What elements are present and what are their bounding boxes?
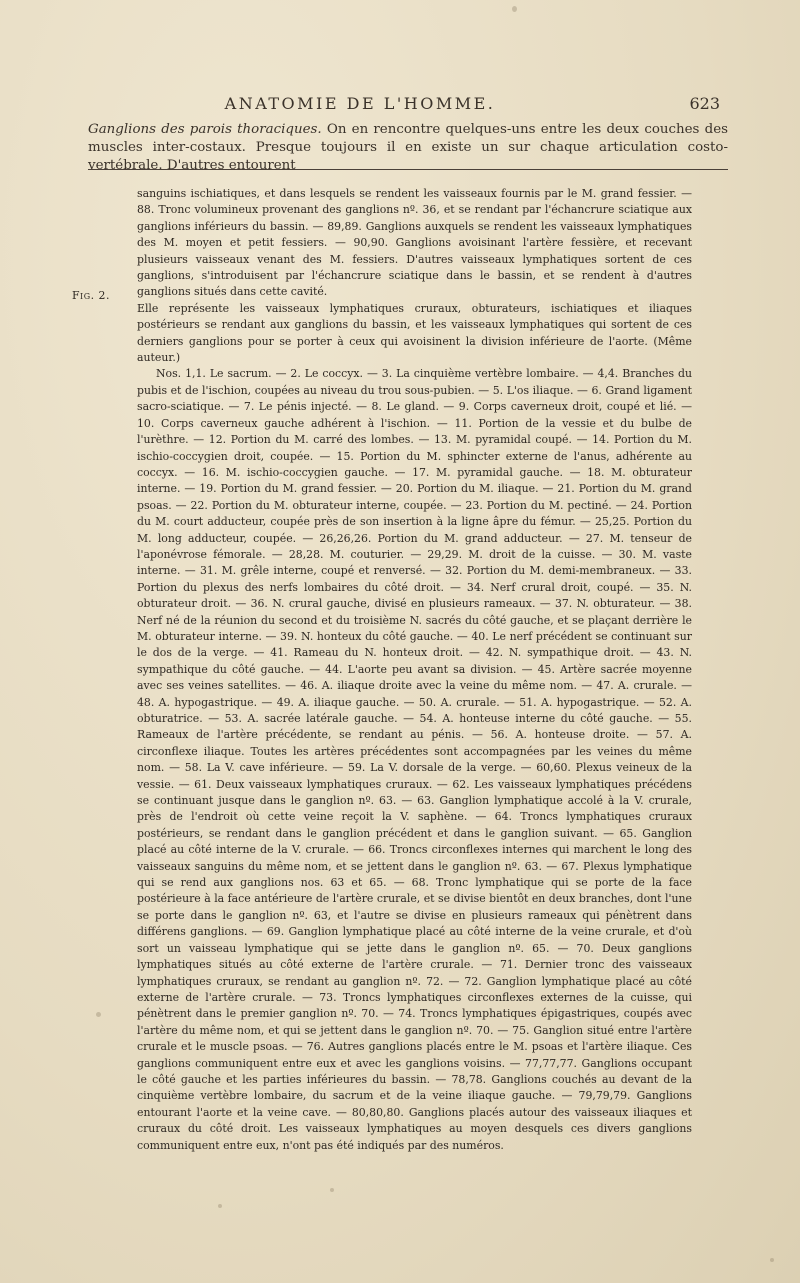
- paragraph-figure-description: Elle représente les vaisseaux lymphatiques cruraux, obturateurs, ischiatiques et iliaques postérieurs se rendant aux ganglions du bassin, et les vaisseaux lymphatiques qui sortent de ces derniers ganglions pour se porter à ceux qui avoisinent la division inférieure de l'aorte. (Même auteur.): [137, 301, 692, 365]
- running-head: [80, 94, 720, 116]
- separator-rule: [88, 169, 728, 170]
- paper-spot: [512, 6, 517, 12]
- page-number: 623: [689, 94, 720, 113]
- paper-spot: [218, 1204, 222, 1208]
- body-text: [137, 186, 692, 1154]
- page-title: ANATOMIE DE L'HOMME.: [224, 94, 496, 113]
- paper-spot: [770, 1258, 774, 1262]
- intro-italic-lead: Ganglions des parois thoraciques.: [88, 122, 322, 137]
- paragraph-legend: Nos. 1,1. Le sacrum. — 2. Le coccyx. — 3. La cinquième vertèbre lombaire. — 4,4. Branches du pubis et de l'ischion, coupées au niveau du trou sous-pubien. — 5. L'os iliaque. — 6. Grand ligament sacro-sciatique. — 7. Le pénis injecté. — 8. Le gland. — 9. Corps caverneux droit, coupé et lié. — 10. Corps caverneux gauche adhérent à l'ischion. — 11. Portion de la vessie et du bulbe de l'urèthre. — 12. Portion du M. carré des lombes. — 13. M. pyramidal coupé. — 14. Portion du M. ischio-coccygien droit, coupée. — 15. Portion du M. sphincter externe de l'anus, adhérente au coccyx. — 16. M. ischio-coccygien gauche. — 17. M. pyramidal gauche. — 18. M. obturateur interne. — 19. Portion du M. grand fessier. — 20. Portion du M. iliaque. — 21. Portion du M. grand psoas. — 22. Portion du M. obturateur interne, coupée. — 23. Portion du M. pectiné. — 24. Portion du M. court adducteur, coupée près de son insertion à la ligne âpre du fémur. — 25,25. Portion du M. long adducteur, coupée. — 26,26,26. Portion du M. grand adducteur. — 27. M. tenseur de l'aponévrose fémorale. — 28,28. M. couturier. — 29,29. M. droit de la cuisse. — 30. M. vaste interne. — 31. M. grêle interne, coupé et renversé. — 32. Portion du M. demi-membraneux. — 33. Portion du plexus des nerfs lombaires du côté droit. — 34. Nerf crural droit, coupé. — 35. N. obturateur droit. — 36. N. crural gauche, divisé en plusieurs rameaux. — 37. N. obturateur. — 38. Nerf né de la réunion du second et du troisième N. sacrés du côté gauche, et se plaçant derrière le M. obturateur interne. — 39. N. honteux du côté gauche. — 40. Le nerf précédent se continuant sur le dos de la verge. — 41. Rameau du N. honteux droit. — 42. N. sympathique droit. — 43. N. sympathique du côté gauche. — 44. L'aorte peu avant sa division. — 45. Artère sacrée moyenne avec ses veines satellites. — 46. A. iliaque droite avec la veine du même nom. — 47. A. crurale. — 48. A. hypogastrique. — 49. A. iliaque gauche. — 50. A. crurale. — 51. A. hypogastrique. — 52. A. obturatrice. — 53. A. sacrée latérale gauche. — 54. A. honteuse interne du côté gauche. — 55. Rameaux de l'artère précédente, se rendant au pénis. — 56. A. honteuse droite. — 57. A. circonflexe iliaque. Toutes les artères précédentes sont accompagnées par les veines du même nom. — 58. La V. cave inférieure. — 59. La V. dorsale de la verge. — 60,60. Plexus veineux de la vessie. — 61. Deux vaisseaux lymphatiques cruraux. — 62. Les vaisseaux lymphatiques précédens se continuant jusque dans le ganglion nº. 63. — 63. Ganglion lymphatique accolé à la V. crurale, près de l'endroit où cette veine reçoit la V. saphène. — 64. Troncs lymphatiques cruraux postérieurs, se rendant dans le ganglion précédent et dans le ganglion suivant. — 65. Ganglion placé au côté interne de la V. crurale. — 66. Troncs circonflexes internes qui marchent le long des vaisseaux sanguins du même nom, et se jettent dans le ganglion nº. 63. — 67. Plexus lymphatique qui se rend aux ganglions nos. 63 et 65. — 68. Tronc lymphatique qui se porte de la face postérieure à la face antérieure de l'artère crurale, et se divise bientôt en deux branches, dont l'une se porte dans le ganglion nº. 63, et l'autre se divise en plusieurs rameaux qui pénètrent dans différens ganglions. — 69. Ganglion lymphatique placé au côté interne de la veine crurale, et d'où sort un vaisseau lymphatique qui se jette dans le ganglion nº. 65. — 70. Deux ganglions lymphatiques situés au côté externe de l'artère crurale. — 71. Dernier tronc des vaisseaux lymphatiques cruraux, se rendant au ganglion nº. 72. — 72. Ganglion lymphatique placé au côté externe de l'artère crurale. — 73. Troncs lymphatiques circonflexes externes de la cuisse, qui pénètrent dans le premier ganglion nº. 70. — 74. Troncs lymphatiques épigastriques, coupés avec l'artère du même nom, et qui se jettent dans le ganglion nº. 70. — 75. Ganglion situé entre l'artère crurale et le muscle psoas. — 76. Autres ganglions placés entre le M. psoas et l'artère iliaque. Ces ganglions communiquent entre eux et avec les ganglions voisins. — 77,77,77. Ganglions occupant le côté gauche et les parties inférieures du bassin. — 78,78. Ganglions couchés au devant de la cinquième vertèbre lombaire, du sacrum et de la veine iliaque gauche. — 79,79,79. Ganglions entourant l'aorte et la veine cave. — 80,80,80. Ganglions placés autour des vaisseaux iliaques et cruraux du côté droit. Les vaisseaux lymphatiques au moyen desquels ces divers ganglions communiquent entre eux, n'ont pas été indiqués par des numéros.: [137, 367, 692, 1152]
- paper-spot: [330, 1188, 334, 1192]
- paper-spot: [96, 1012, 101, 1017]
- intro-paragraph: [88, 121, 728, 175]
- intro-text: On en rencontre quelques-uns entre les deux couches des muscles inter-costaux. Presque toujours il en existe un sur chaque articulation costo-vertébrale. D'autres entourent: [88, 122, 728, 173]
- paragraph-continuation: sanguins ischiatiques, et dans lesquels se rendent les vaisseaux fournis par le M. grand fessier. — 88. Tronc volumineux provenant des ganglions nº. 36, et se rendant par l'échancrure sciatique aux ganglions inférieurs du bassin. — 89,89. Ganglions auxquels se rendent les vaisseaux lymphatiques des M. moyen et petit fessiers. — 90,90. Ganglions avoisinant l'artère fessière, et recevant plusieurs vaisseaux venant des M. fessiers. D'autres vaisseaux lymphatiques sortent de ces ganglions, s'introduisent par l'échancrure sciatique dans le bassin, et se rendent à d'autres ganglions situés dans cette cavité.: [137, 187, 692, 299]
- figure-label: Fig. 2.: [72, 289, 110, 302]
